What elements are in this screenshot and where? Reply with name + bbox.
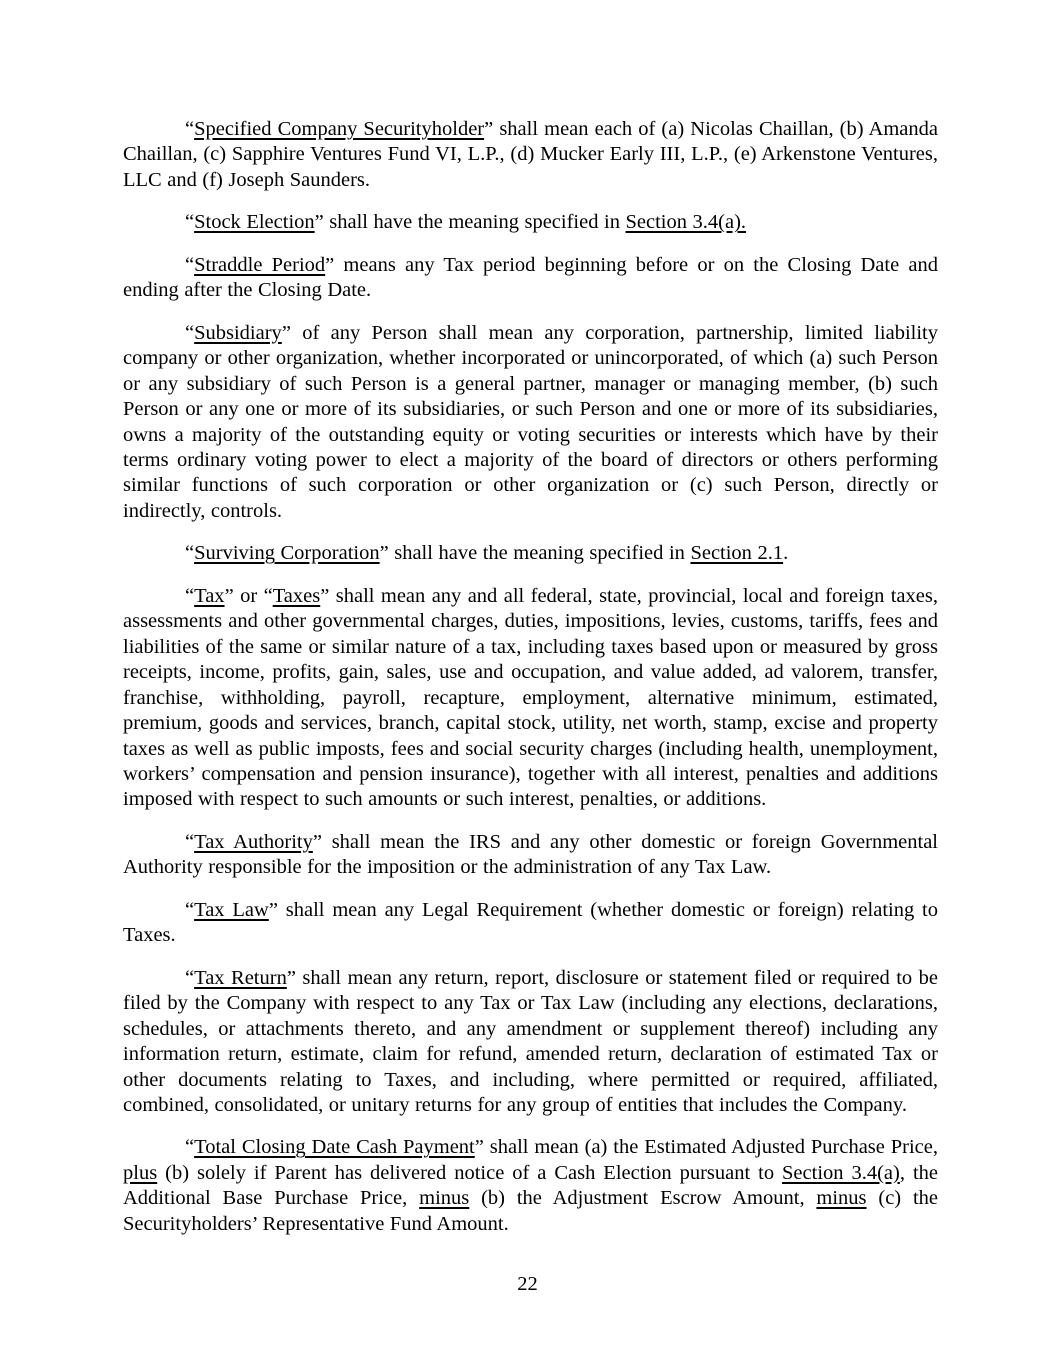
- text-segment: “: [185, 1136, 195, 1159]
- paragraph: [123, 541, 938, 566]
- text-segment: “: [185, 898, 195, 921]
- text-segment: “: [185, 966, 195, 989]
- paragraph: [123, 584, 938, 813]
- paragraph: [123, 1135, 938, 1237]
- defined-term: Tax Return: [194, 966, 287, 989]
- defined-term: Subsidiary: [194, 321, 282, 344]
- defined-term: minus: [419, 1187, 470, 1210]
- paragraph: [123, 210, 938, 235]
- page-number: 22: [517, 1273, 538, 1295]
- defined-term: Total Closing Date Cash Payment: [194, 1136, 475, 1159]
- text-segment: ” shall mean (a) the Estimated Adjusted Purchase Price,: [474, 1136, 939, 1159]
- text-segment: “: [185, 321, 195, 344]
- text-segment: ” shall mean each of (a) Nicolas Chaillan, (b) Amanda Chaillan, (c) Sapphire Ventures Fund VI, L.P., (d) Mucker Early III, L.P., (e) Arkenstone Ventures, LLC and (f) Joseph Saunders.: [123, 118, 938, 191]
- text-segment: ” shall mean any Legal Requirement (whether domestic or foreign) relating to Taxes.: [123, 898, 939, 947]
- paragraph: [123, 253, 938, 304]
- paragraph: [123, 898, 938, 949]
- defined-term: Section 2.1: [690, 542, 784, 565]
- text-segment: “: [185, 253, 195, 276]
- text-segment: ” of any Person shall mean any corporation, partnership, limited liability company or other organization, whether incorporated or unincorporated, of which (a) such Person or any subsidiary of such Person is a general partner, manager or managing member, (b) such Person or any one or more of its subsidiaries, or such Person and one or more of its subsidiaries, owns a majority of the outstanding equity or voting securities or interests which have by their terms ordinary voting power to elect a majority of the board of directors or others performing similar functions of such corporation or other organization or (c) such Person, directly or indirectly, controls.: [123, 321, 938, 522]
- text-segment: , the Additional Base Purchase Price,: [123, 1161, 938, 1210]
- defined-term: Stock Election: [194, 211, 315, 234]
- text-segment: ” shall mean the IRS and any other domestic or foreign Governmental Authority responsible for the imposition or the administration of any Tax Law.: [123, 830, 938, 879]
- text-segment: ” shall have the meaning specified in: [379, 542, 691, 565]
- paragraph: [123, 830, 938, 881]
- paragraph: [123, 966, 938, 1119]
- text-segment: .: [783, 542, 789, 565]
- defined-term: Tax: [194, 584, 225, 607]
- defined-term: Taxes: [272, 584, 321, 607]
- defined-term: plus: [123, 1161, 158, 1184]
- text-segment: “: [185, 584, 195, 607]
- defined-term: Tax Authority: [194, 830, 313, 853]
- paragraph: [123, 117, 938, 193]
- text-segment: (b) solely if Parent has delivered notice of a Cash Election pursuant to: [157, 1161, 783, 1184]
- text-segment: ” or “: [224, 584, 273, 607]
- text-segment: ” shall mean any return, report, disclosure or statement filed or required to be filed by the Company with respect to any Tax or Tax Law (including any elections, declarations, schedules, or attachments thereto, and any amendment or supplement thereof) including any information return, estimate, claim for refund, amended return, declaration of estimated Tax or other documents relating to Taxes, and including, where permitted or required, affiliated, combined, consolidated, or unitary returns for any group of entities that includes the Company.: [123, 966, 938, 1116]
- defined-term: Specified Company Securityholder: [194, 118, 485, 140]
- text-segment: ” shall mean any and all federal, state, provincial, local and foreign taxes, assessments and other governmental charges, duties, impositions, levies, customs, tariffs, fees and liabilities of the same or similar nature of a tax, including taxes based upon or measured by gross receipts, income, profits, gain, sales, use and occupation, and value added, ad valorem, transfer, franchise, withholding, payroll, recapture, employment, alternative minimum, estimated, premium, goods and services, branch, capital stock, utility, net worth, stamp, excise and property taxes as well as public imposts, fees and social security charges (including health, unemployment, workers’ compensation and pension insurance), together with all interest, penalties and additions imposed with respect to such amounts or such interest, penalties, or additions.: [123, 584, 938, 811]
- text-segment: “: [185, 542, 195, 565]
- document-body: [123, 117, 938, 1254]
- defined-term: Surviving Corporation: [194, 542, 380, 565]
- text-segment: “: [185, 118, 195, 140]
- defined-term: minus: [816, 1187, 867, 1210]
- text-segment: ” shall have the meaning specified in: [314, 211, 626, 234]
- text-segment: (c) the Securityholders’ Representative Fund Amount.: [123, 1187, 938, 1235]
- text-segment: “: [185, 211, 195, 234]
- defined-term: Straddle Period: [194, 253, 326, 276]
- defined-term: Section 3.4(a).: [625, 211, 747, 234]
- text-segment: “: [185, 830, 195, 853]
- defined-term: Section 3.4(a): [782, 1161, 900, 1184]
- paragraph: [123, 321, 938, 525]
- text-segment: ” means any Tax period beginning before or on the Closing Date and ending after the Closing Date.: [123, 253, 938, 302]
- text-segment: (b) the Adjustment Escrow Amount,: [469, 1187, 817, 1210]
- defined-term: Tax Law: [194, 898, 269, 921]
